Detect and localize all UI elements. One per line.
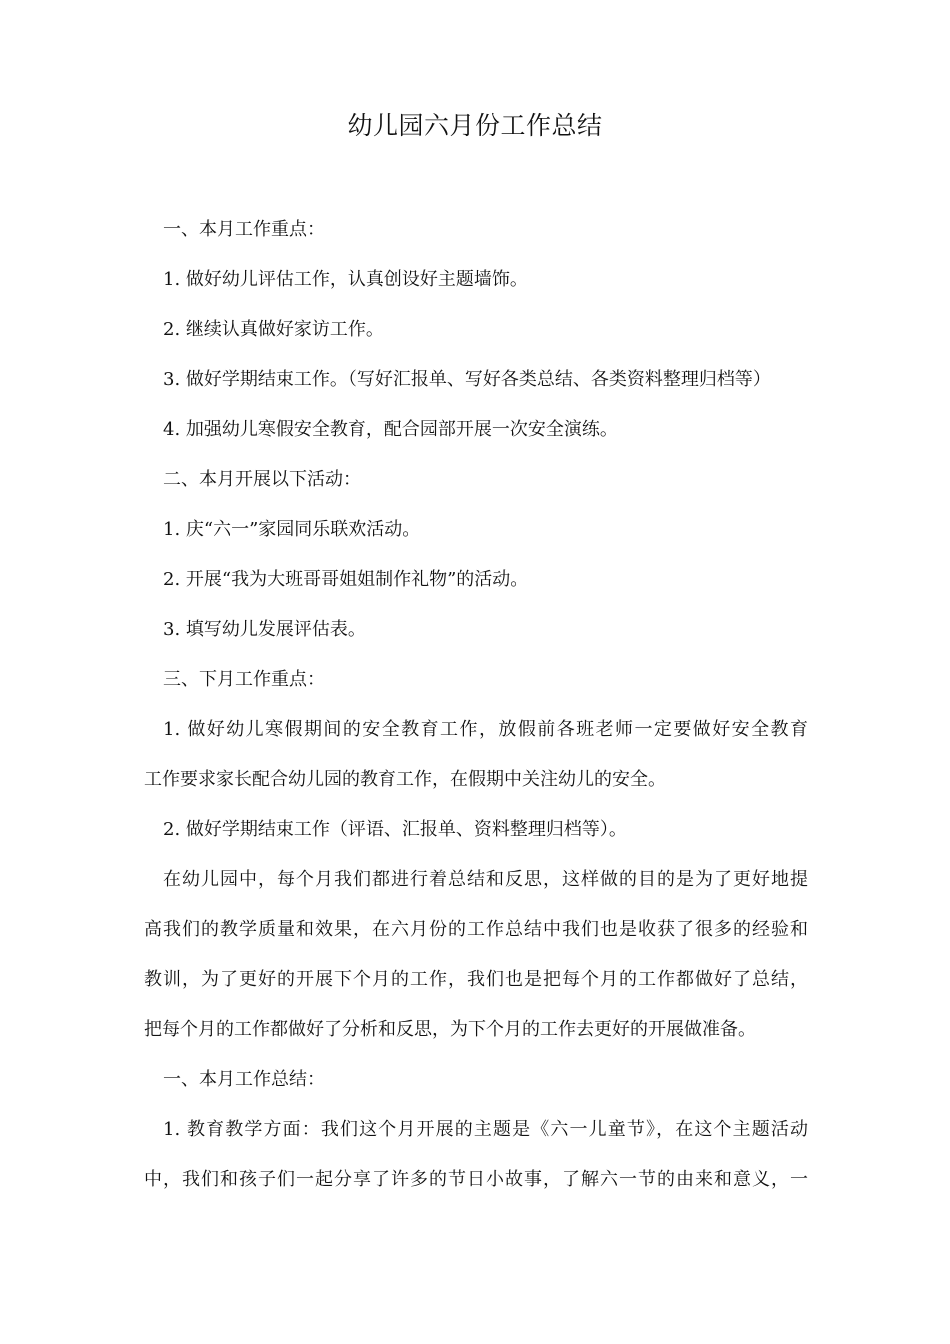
section-heading: 三、下月工作重点：	[163, 669, 325, 690]
paragraph-line: 高我们的教学质量和效果，在六月份的工作总结中我们也是收获了很多的经验和	[144, 919, 808, 940]
section-heading: 一、本月工作重点：	[163, 219, 325, 240]
list-item: 2. 做好学期结束工作（评语、汇报单、资料整理归档等）。	[163, 819, 627, 840]
list-item: 2. 继续认真做好家访工作。	[163, 319, 384, 340]
section-heading: 一、本月工作总结：	[163, 1069, 325, 1090]
list-item: 3. 做好学期结束工作。（写好汇报单、写好各类总结、各类资料整理归档等）	[163, 369, 771, 390]
paragraph-line: 1. 做好幼儿寒假期间的安全教育工作，放假前各班老师一定要做好安全教育	[163, 719, 808, 740]
list-item: 3. 填写幼儿发展评估表。	[163, 619, 366, 640]
paragraph-line: 在幼儿园中，每个月我们都进行着总结和反思，这样做的目的是为了更好地提	[163, 869, 808, 890]
document-title: 幼儿园六月份工作总结	[347, 111, 603, 140]
list-item: 2. 开展“我为大班哥哥姐姐制作礼物”的活动。	[163, 569, 529, 590]
paragraph-line: 中，我们和孩子们一起分享了许多的节日小故事，了解六一节的由来和意义，一	[144, 1169, 808, 1190]
paragraph-line: 教训，为了更好的开展下个月的工作，我们也是把每个月的工作都做好了总结，	[144, 969, 808, 990]
document-body	[144, 205, 808, 1205]
list-item: 1. 庆“六一”家园同乐联欢活动。	[163, 519, 421, 540]
list-item: 1. 做好幼儿评估工作，认真创设好主题墙饰。	[163, 269, 528, 290]
paragraph-line: 把每个月的工作都做好了分析和反思，为下个月的工作去更好的开展做准备。	[144, 1019, 756, 1040]
paragraph-line: 1. 教育教学方面：我们这个月开展的主题是《六一儿童节》，在这个主题活动	[163, 1119, 808, 1140]
section-heading: 二、本月开展以下活动：	[163, 469, 361, 490]
paragraph-line: 工作要求家长配合幼儿园的教育工作，在假期中关注幼儿的安全。	[144, 769, 666, 790]
list-item: 4. 加强幼儿寒假安全教育，配合园部开展一次安全演练。	[163, 419, 618, 440]
